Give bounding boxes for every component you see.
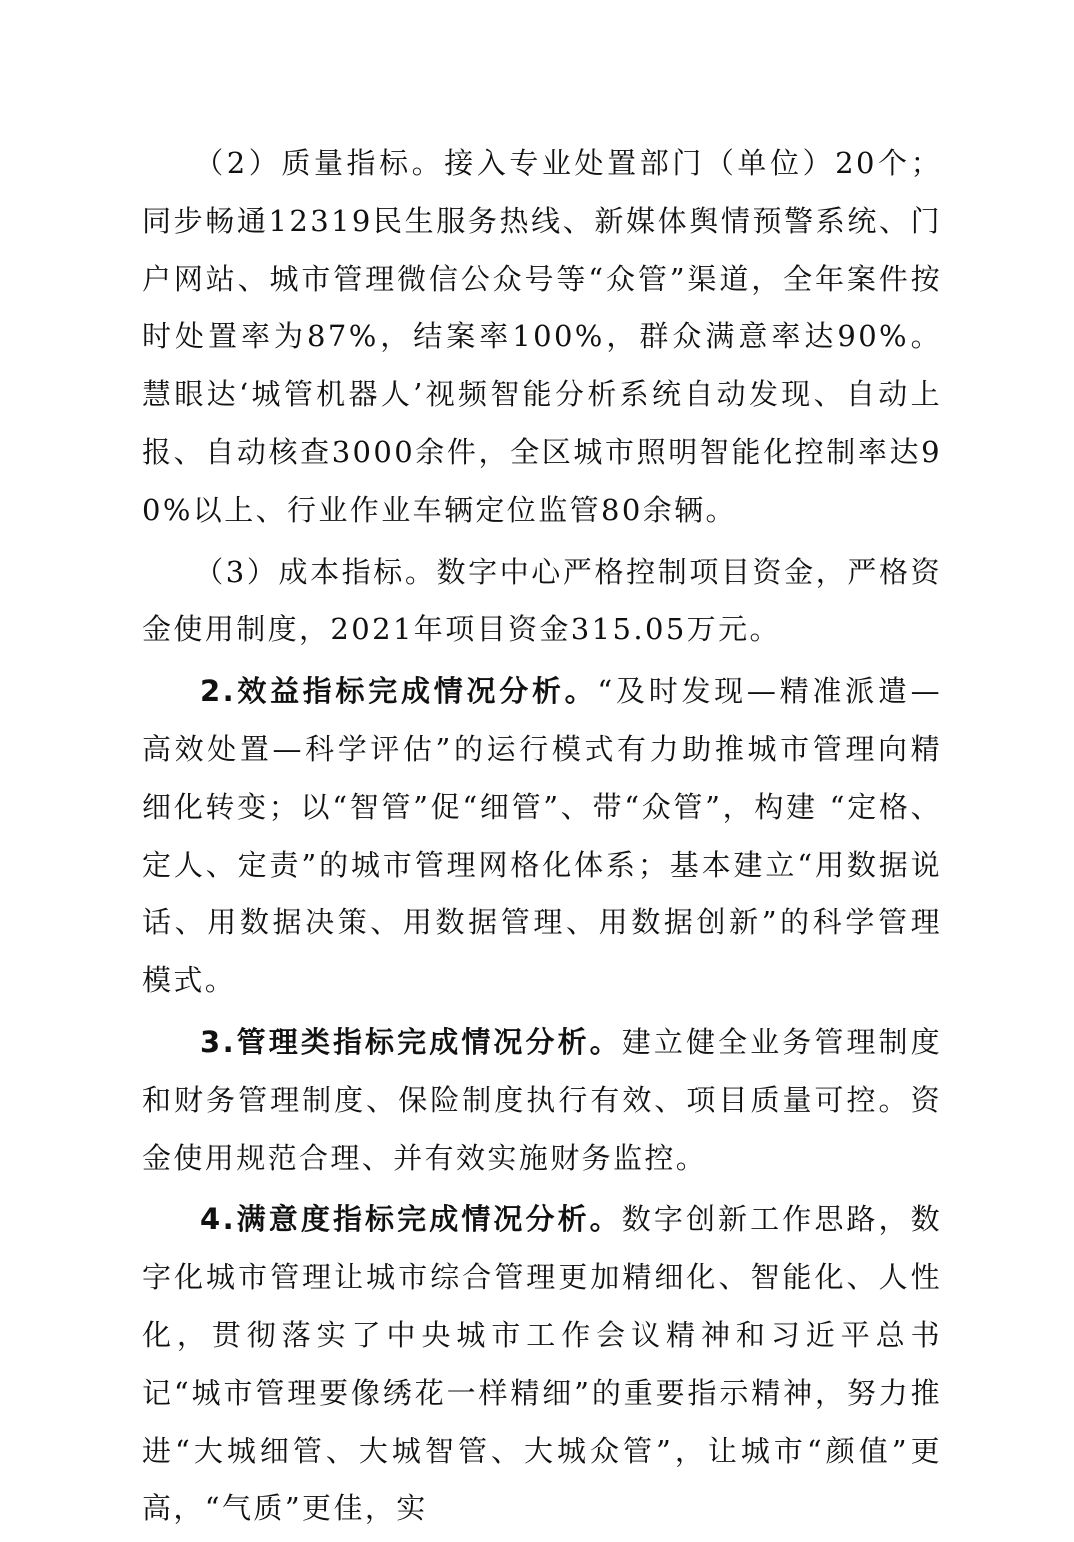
paragraph-text: 数字创新工作思路，数字化城市管理让城市综合管理更加精细化、智能化、人性化，贯彻落实了中央城市工作会议精神和习近平总书记“城市管理要像绣花一样精细”的重要指示精神，努力推进“大城细管、大城智管、大城众管”，让城市“颜值”更高，“气质”更佳，实 [142, 1202, 942, 1526]
document-body [142, 135, 942, 1542]
paragraph-heading: 4.满意度指标完成情况分析。 [200, 1202, 622, 1237]
paragraph-heading: 3.管理类指标完成情况分析。 [200, 1024, 622, 1059]
paragraph-satisfaction-indicators [142, 1191, 942, 1538]
paragraph-management-indicators [142, 1014, 942, 1187]
paragraph-quality-indicators [142, 135, 942, 540]
paragraph-benefit-indicators [142, 663, 942, 1010]
paragraph-text: “及时发现—精准派遣—高效处置—科学评估”的运行模式有力助推城市管理向精细化转变；以“智管”促“细管”、带“众管”，构建 “定格、定人、定责”的城市管理网格化体系；基本建立“用数据说话、用数据决策、用数据管理、用数据创新”的科学管理模式。 [142, 674, 942, 998]
paragraph-text: （3）成本指标。数字中心严格控制项目资金，严格资金使用制度，2021年项目资金315.05万元。 [142, 554, 942, 647]
paragraph-cost-indicators [142, 544, 942, 660]
paragraph-heading: 2.效益指标完成情况分析。 [200, 674, 598, 709]
paragraph-text: 建立健全业务管理制度和财务管理制度、保险制度执行有效、项目质量可控。资金使用规范合理、并有效实施财务监控。 [142, 1024, 942, 1175]
paragraph-text: （2）质量指标。接入专业处置部门（单位）20个；同步畅通12319民生服务热线、新媒体舆情预警系统、门户网站、城市管理微信公众号等“众管”渠道，全年案件按时处置率为87%，结案率100%，群众满意率达90%。慧眼达‘城管机器人’视频智能分析系统自动发现、自动上报、自动核查3000余件，全区城市照明智能化控制率达90%以上、行业作业车辆定位监管80余辆。 [142, 146, 942, 527]
